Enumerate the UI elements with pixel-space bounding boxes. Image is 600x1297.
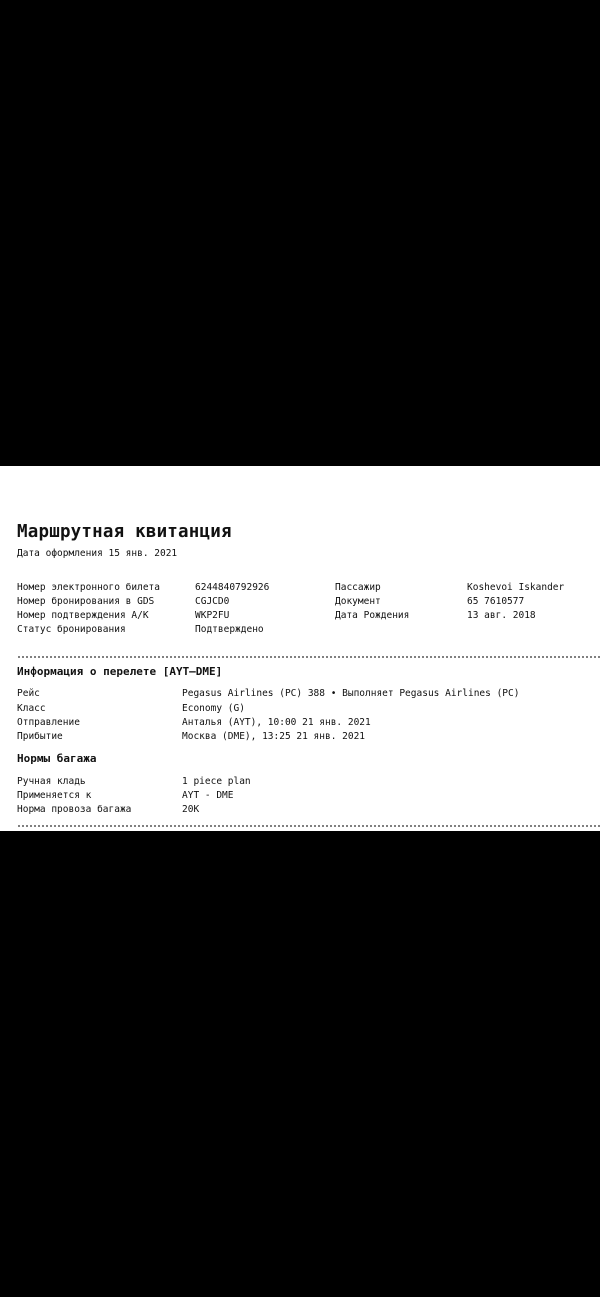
issue-date: Дата оформления 15 янв. 2021 — [17, 548, 178, 559]
dotted-divider — [17, 656, 600, 658]
baggage-heading: Нормы багажа — [17, 752, 97, 765]
ticket-number-label: Номер электронного билета — [17, 582, 160, 593]
arrival-value: Москва (DME), 13:25 21 янв. 2021 — [182, 731, 366, 742]
document-value: 65 7610577 — [467, 596, 525, 607]
baggage-allowance-value: 20K — [182, 804, 200, 815]
departure-label: Отправление — [17, 717, 80, 728]
flight-value: Pegasus Airlines (PC) 388 • Выполняет Pegasus Airlines (PC) — [182, 688, 520, 699]
dotted-divider-bottom — [17, 825, 600, 827]
arrival-label: Прибытие — [17, 731, 63, 742]
baggage-allowance-label: Норма провоза багажа — [17, 804, 132, 815]
ticket-number-value: 6244840792926 — [195, 582, 270, 593]
birth-date-label: Дата Рождения — [335, 610, 410, 621]
passenger-value: Koshevoi Iskander — [467, 582, 565, 593]
booking-status-value: Подтверждено — [195, 624, 264, 635]
airline-confirmation-label: Номер подтверждения А/К — [17, 610, 149, 621]
carry-on-label: Ручная кладь — [17, 776, 86, 787]
carry-on-value: 1 piece plan — [182, 776, 251, 787]
receipt-title: Маршрутная квитанция — [17, 522, 232, 542]
booking-status-label: Статус бронирования — [17, 624, 126, 635]
airline-confirmation-value: WKP2FU — [195, 610, 230, 621]
class-value: Economy (G) — [182, 703, 245, 714]
gds-booking-label: Номер бронирования в GDS — [17, 596, 155, 607]
passenger-label: Пассажир — [335, 582, 381, 593]
flight-info-heading: Информация о перелете [AYT–DME] — [17, 665, 223, 678]
flight-label: Рейс — [17, 688, 40, 699]
gds-booking-value: CGJCD0 — [195, 596, 230, 607]
applies-to-label: Применяется к — [17, 790, 92, 801]
birth-date-value: 13 авг. 2018 — [467, 610, 536, 621]
applies-to-value: AYT - DME — [182, 790, 234, 801]
departure-value: Анталья (AYT), 10:00 21 янв. 2021 — [182, 717, 371, 728]
document-label: Документ — [335, 596, 381, 607]
class-label: Класс — [17, 703, 46, 714]
receipt-page — [0, 466, 600, 831]
